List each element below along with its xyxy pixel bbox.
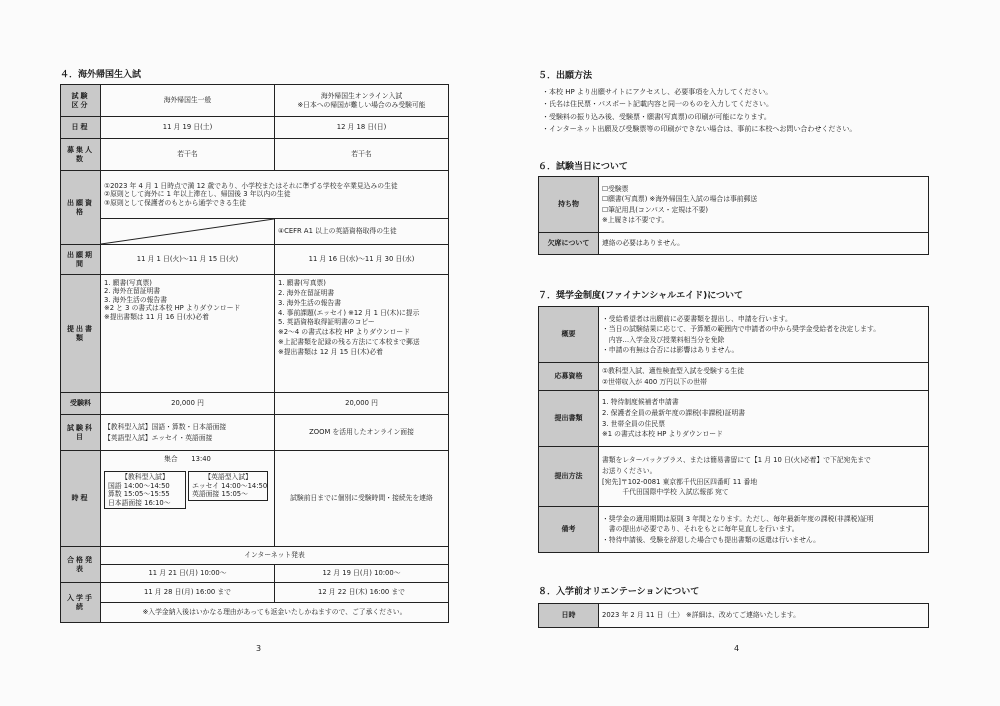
fee-header: 受験料 (61, 393, 101, 415)
submission-method-header: 提出方法 (539, 447, 599, 507)
result-method: インターネット発表 (101, 547, 449, 565)
schedule-general (101, 451, 275, 547)
scholarship-table (538, 306, 929, 553)
exam-type-general: 海外帰国生一般 (101, 85, 275, 117)
exam-type-online: 海外帰国生オンライン入試 ※日本への帰国が難しい場合のみ受験可能 (275, 85, 449, 117)
subjects-header: 試験科目 (61, 415, 101, 451)
qualification-na-cell (101, 219, 275, 245)
submission-method-text: 書類をレターパックプラス、または簡易書留にて【1 月 10 日(火)必着】で下記宛先まで お送りください。 [宛先]〒102-0081 東京都千代田区四番町 11 番地 千代田国際中学校 入試広報部 宛て (599, 447, 929, 507)
fee-online: 20,000 円 (275, 393, 449, 415)
absence-text: 連絡の必要はありません。 (599, 233, 929, 255)
right-page (500, 0, 1000, 706)
date-online: 12 月 18 日(日) (275, 117, 449, 139)
english-schedule-box: 【英語型入試】 エッセイ 14:00〜14:50 英語面接 15:05〜 (188, 471, 268, 500)
docs-general: 1. 願書(写真票) 2. 海外在留証明書 3. 海外生活の報告書 ※2 と 3 の書式は本校 HP よりダウンロード ※提出書類は 11 月 16 日(水)必着 (101, 275, 275, 393)
result-online: 12 月 19 日(月) 10:00〜 (275, 565, 449, 583)
qualification-header: 出願資格 (61, 171, 101, 245)
belongings-header: 持ち物 (539, 177, 599, 233)
eligibility-header: 応募資格 (539, 363, 599, 391)
schedule-online: 試験前日までに個別に受験時間・接続先を連絡 (275, 451, 449, 547)
capacity-header: 募集人数 (61, 139, 101, 171)
result-header: 合格発表 (61, 547, 101, 583)
belongings-list: ☐受験票 ☐願書(写真票) ※海外帰国生入試の場合は事前郵送 ☐筆記用具(コンパス・定規は不要) ※上履きは不要です。 (599, 177, 929, 233)
application-method-list: ・本校 HP より出願サイトにアクセスし、必要事項を入力してください。 ・氏名は住民票・パスポート記載内容と同一のものを入力してください。 ・受験料の振り込み後、受験票・願書(写真票)の印刷が可能になります。 ・インターネット出願及び受験票等の印刷ができない場合は、事前に本校へお問い合わせください。 (542, 88, 857, 133)
page-number-left: 3 (256, 644, 262, 653)
result-general: 11 月 21 日(月) 10:00〜 (101, 565, 275, 583)
date-general: 11 月 19 日(土) (101, 117, 275, 139)
section-title-exam-day: ６．試験当日について (538, 162, 628, 172)
schedule-header: 時程 (61, 451, 101, 547)
enroll-header: 入学手続 (61, 583, 101, 623)
subjects-general: 【教科型入試】国語・算数・日本語面接 【英語型入試】エッセイ・英語面接 (101, 415, 275, 451)
section-title-orientation: ８．入学前オリエンテーションについて (538, 587, 700, 597)
scholarship-docs-header: 提出書類 (539, 391, 599, 447)
subjects-online: ZOOM を活用したオンライン面接 (275, 415, 449, 451)
enroll-note: ※入学金納入後はいかなる理由があっても返金いたしかねますので、ご了承ください。 (101, 603, 449, 623)
notes-text: ・奨学金の適用期間は原則 3 年間となります。ただし、毎年最新年度の課税(非課税)証明 書の提出が必要であり、それをもとに毎年見直しを行います。 ・特待申請後、受験を辞退した場合でも提出書類の返還は行いません。 (599, 507, 929, 553)
orientation-table (538, 603, 929, 628)
summary-header: 概要 (539, 307, 599, 363)
subject-schedule-box: 【教科型入試】 国語 14:00〜14:50 算数 15:05〜15:55 日本語面接 16:10〜 (104, 471, 186, 509)
exam-day-table (538, 176, 929, 255)
period-header: 出願期間 (61, 245, 101, 275)
capacity-general: 若干名 (101, 139, 275, 171)
absence-header: 欠席について (539, 233, 599, 255)
period-general: 11 月 1 日(火)〜11 月 15 日(火) (101, 245, 275, 275)
date-header: 日程 (61, 117, 101, 139)
docs-header: 提出書類 (61, 275, 101, 393)
period-online: 11 月 16 日(水)〜11 月 30 日(水) (275, 245, 449, 275)
docs-online: 1. 願書(写真票) 2. 海外在留証明書 3. 海外生活の報告書 4. 事前課題(エッセイ) ※12 月 1 日(木)に提示 5. 英語資格取得証明書のコピー ※2〜4 の書式は本校 HP よりダウンロード ※上記書類を記録の残る方法にて本校まで郵送 ※提出書類は 12 月 15 日(木)必着 (275, 275, 449, 393)
qualification-text: ①2023 年 4 月 1 日時点で満 12 歳であり、小学校またはそれに準ずる学校を卒業見込みの生徒 ②原則として海外に 1 年以上滞在し、帰国後 3 年以内の生徒 ③原則として保護者のもとから通学できる生徒 (101, 171, 449, 219)
qualification-extra: ④CEFR A1 以上の英語資格取得の生徒 (275, 219, 449, 245)
enroll-general: 11 月 28 日(月) 16:00 まで (101, 583, 275, 603)
capacity-online: 若干名 (275, 139, 449, 171)
fee-general: 20,000 円 (101, 393, 275, 415)
overseas-exam-table (60, 84, 449, 623)
exam-type-header: 試験 区分 (61, 85, 101, 117)
enroll-online: 12 月 22 日(木) 16:00 まで (275, 583, 449, 603)
section-title-scholarship: ７．奨学金制度(ファイナンシャルエイド)について (538, 291, 744, 301)
orientation-date-text: 2023 年 2 月 11 日（土） ※詳細は、改めてご連絡いたします。 (599, 604, 929, 628)
section-title-application: ５．出願方法 (538, 71, 593, 81)
notes-header: 備考 (539, 507, 599, 553)
page-number-right: 4 (734, 644, 740, 653)
orientation-date-header: 日時 (539, 604, 599, 628)
section-title-overseas: ４．海外帰国生入試 (60, 70, 142, 80)
summary-text: ・受給希望者は出願前に必要書類を提出し、申請を行います。 ・当日の試験結果に応じて、予算額の範囲内で申請者の中から奨学金受給者を決定します。 内容…入学金及び授業料相当分を免除 ・申請の有無は合否には影響はありません。 (599, 307, 929, 363)
gather-time: 集合 13:40 (164, 455, 211, 463)
eligibility-text: ①教科型入試、適性検査型入試を受験する生徒 ②世帯収入が 400 万円以下の世帯 (599, 363, 929, 391)
scholarship-docs-text: 1. 特待制度候補者申請書 2. 保護者全員の最新年度の課税(非課税)証明書 3. 世帯全員の住民票 ※1 の書式は本校 HP よりダウンロード (599, 391, 929, 447)
